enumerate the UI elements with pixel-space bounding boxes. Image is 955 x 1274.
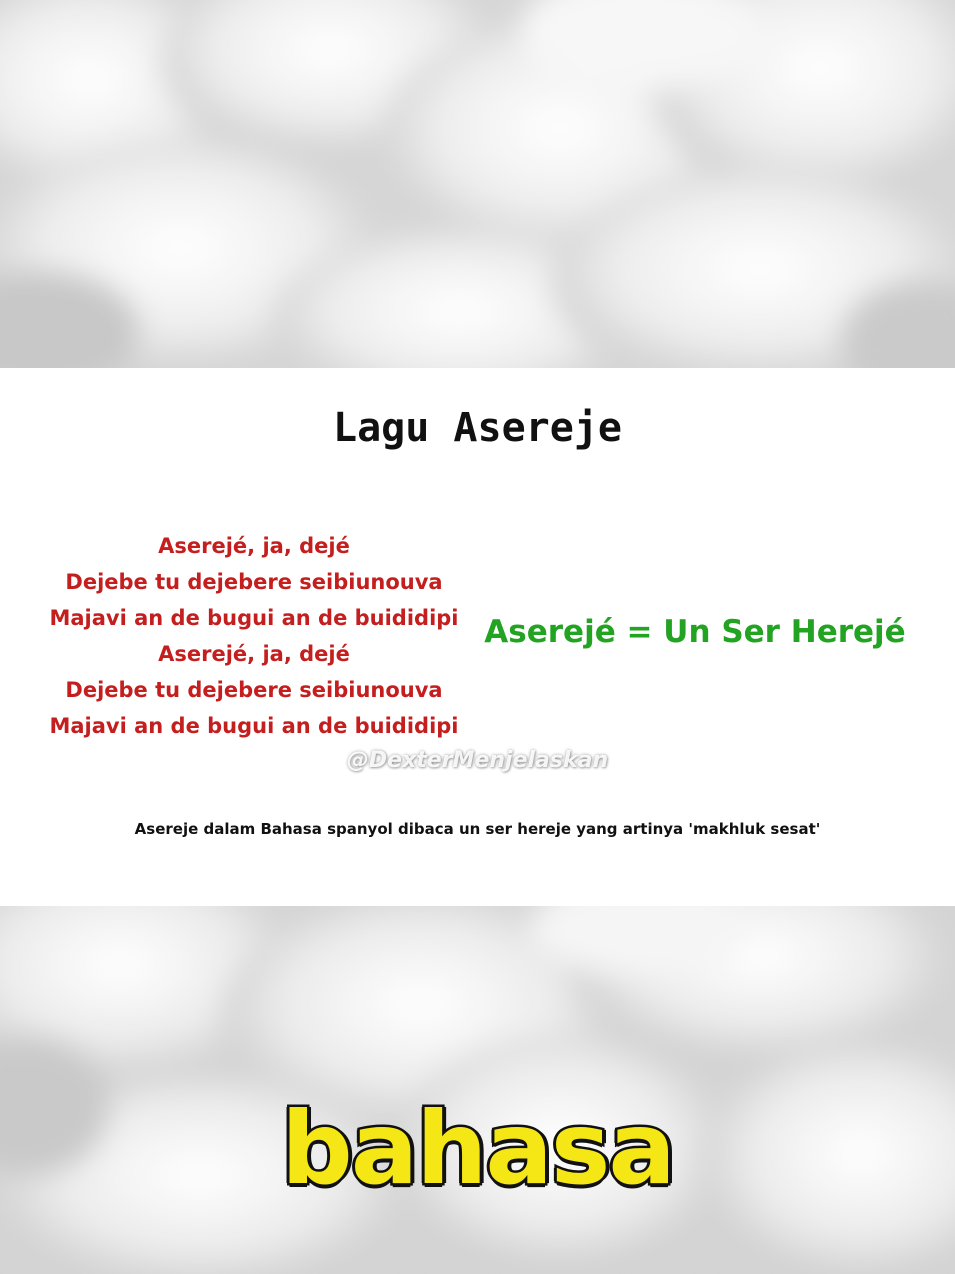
page-title: Lagu Asereje: [333, 405, 622, 451]
lyric-line: Dejebe tu dejebere seibiunouva: [65, 678, 443, 702]
lyric-line: Majavi an de bugui an de buididipi: [49, 606, 459, 630]
cloud-background-top: [0, 0, 955, 368]
meaning-equation: Aserejé = Un Ser Herejé: [484, 614, 906, 650]
lyric-line: Dejebe tu dejebere seibiunouva: [65, 570, 443, 594]
subtitle-caption: bahasa: [281, 1090, 674, 1207]
lyric-line: Aserejé, ja, dejé: [158, 642, 350, 666]
watermark: @DexterMenjelaskan: [346, 748, 609, 773]
lyrics-block: [40, 528, 468, 744]
lyric-line: Majavi an de bugui an de buididipi: [49, 714, 459, 738]
lyric-line: Aserejé, ja, dejé: [158, 534, 350, 558]
explanation-text: Asereje dalam Bahasa spanyol dibaca un ser hereje yang artinya 'makhluk sesat': [134, 820, 821, 838]
